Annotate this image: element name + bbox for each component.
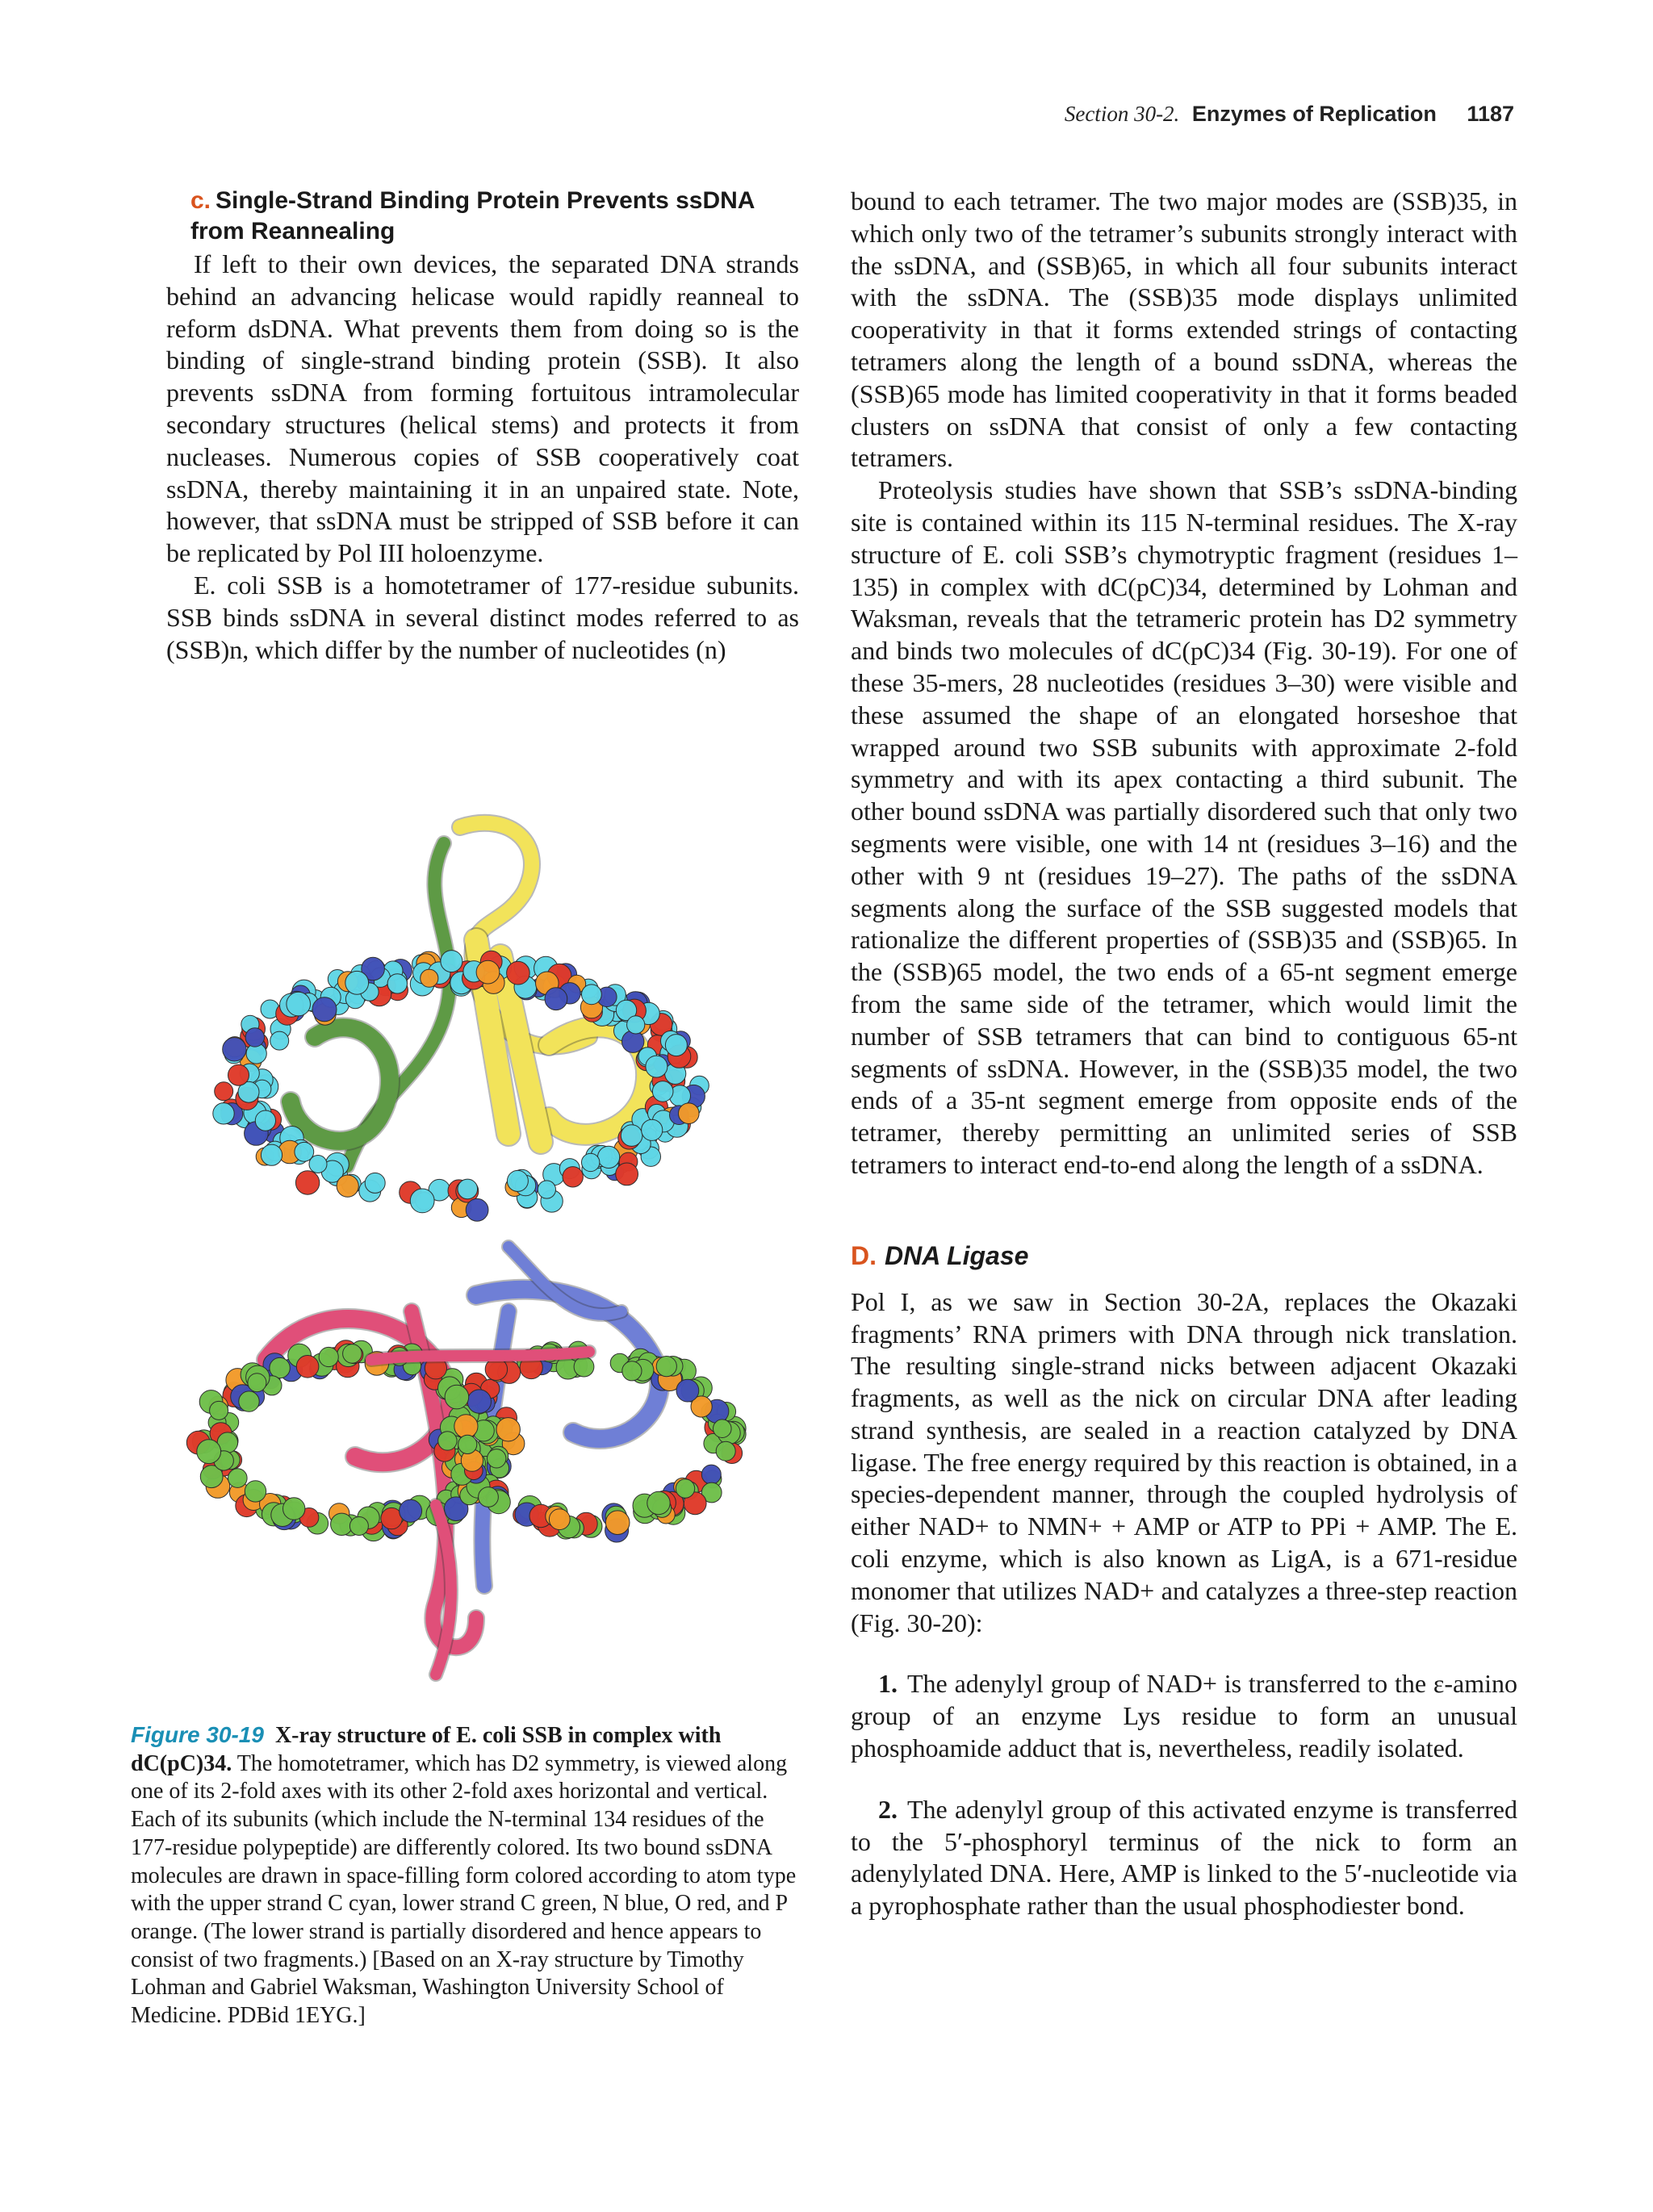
section-d-title: DNA Ligase xyxy=(885,1240,1029,1270)
lower-ssdna-atom xyxy=(343,1344,362,1364)
running-head-section-label: Section 30-2. xyxy=(1064,102,1180,126)
lower-ssdna-atom xyxy=(331,1513,353,1535)
ssb-paragraph-3: Proteolysis studies have shown that SSB’s ssDNA-binding site is contained within its 115 N-terminal residues. The X-ray structure of E. coli SSB’s chymotryptic fragment (residues 1–135) in complex with dC(pC)34, determined by Lohman and Waksman, reveals that the tetrameric protein has D2 symmetry and binds two molecules of dC(pC)34 (Fig. 30-19). For one of these 35-mers, 28 nucleotides (residues 3–30) were visible and these assumed the shape of an elongated horseshoe that wrapped around two SSB subunits with approximate 2-fold symmetry and with its apex contacting a third subunit. The other bound ssDNA was partially disordered such that only two segments were visible, one with 14 nt (residues 3–16) and the other with 9 nt (residues 19–27). The paths of the ssDNA segments along the surface of the SSB suggested models that rationalize the different properties of (SSB)35 and (SSB)65. In the (SSB)65 model, the two ends of a 65-nt segment emerge from the same side of the tetramer, which would limit the number of SSB tetramers that can bind to contiguous 65-nt segments of ssDNA. However, in the (SSB)35 model, the two ends of a 35-nt segment emerge from opposite ends of the tetramer, thereby permitting an unlimited series of SSB tetramers to interact end-to-end along the length of a ssDNA. xyxy=(851,475,1517,1179)
ligase-paragraph: Pol I, as we saw in Section 30-2A, replaces the Okazaki fragments’ RNA primers with DNA through nick translation. The resulting single-strand nicks between adjacent Okazaki fragments, as well as the nick on circular DNA after leading strand synthesis, are sealed in a reaction catalyzed by DNA ligase. The free energy required by this reaction is obtained, in a species-dependent manner, through the coupled hydrolysis of either NAD+ to NMN+ + AMP or ATP to PPi + AMP. The E. coli enzyme, which is also known as LigA, is a 671-residue monomer that utilizes NAD+ and catalyzes a three-step reaction (Fig. 30-20): xyxy=(851,1286,1517,1637)
upper-ssdna-atom xyxy=(642,1119,663,1140)
upper-ssdna-atom xyxy=(616,1163,638,1185)
section-d-heading xyxy=(851,1240,1517,1272)
upper-ssdna-atom xyxy=(476,960,500,984)
section-d-letter: D. xyxy=(851,1240,877,1270)
upper-ssdna-atom xyxy=(287,992,311,1016)
lower-ssdna-atom xyxy=(400,1499,422,1522)
figure-caption-title: X-ray structure of E. coli SSB in complex with dC(pC)34. xyxy=(131,1723,722,1776)
step-number: 1. xyxy=(878,1669,898,1699)
lower-ssdna-atom xyxy=(656,1357,676,1377)
upper-ssdna-atom xyxy=(387,974,407,993)
ssb-paragraph-2: E. coli SSB is a homotetramer of 177-residue subunits. SSB binds ssDNA in several distinct modes referred to as (SSB)n, which differ by the number of nucleotides (n) xyxy=(166,570,799,664)
upper-ssdna-atom xyxy=(337,1175,358,1197)
lower-ssdna-atom xyxy=(647,1491,670,1514)
lower-ssdna-atom xyxy=(605,1511,630,1535)
lower-ssdna-atom xyxy=(228,1469,248,1488)
figure-label: Figure 30-19 xyxy=(131,1722,264,1747)
upper-ssdna-atom xyxy=(627,1016,645,1034)
lower-ssdna-atom xyxy=(716,1441,735,1461)
lower-ssdna-atom xyxy=(622,1361,642,1381)
upper-ssdna-atom xyxy=(215,1082,233,1101)
upper-ssdna-atom xyxy=(652,1081,673,1102)
lower-ssdna-atom xyxy=(714,1420,732,1438)
upper-ssdna-atom xyxy=(345,971,369,994)
upper-ssdna-atom xyxy=(622,1031,644,1052)
lower-ssdna-atom xyxy=(245,1481,266,1502)
upper-ssdna-atom xyxy=(458,1179,478,1199)
step-text: The adenylyl group of NAD+ is transferred to the ε-amino group of an enzyme Lys residue to form an unusual phosphoamide adduct that is, nevertheless, readily isolated. xyxy=(851,1669,1517,1763)
subsection-c-letter: c. xyxy=(190,187,211,214)
subsection-c-heading xyxy=(190,186,799,247)
lower-ssdna-atom xyxy=(349,1517,368,1536)
upper-ssdna-atom xyxy=(223,1038,246,1061)
lower-ssdna-atom xyxy=(701,1465,721,1484)
lower-ssdna-atom xyxy=(549,1509,570,1530)
lower-ssdna-atom xyxy=(496,1418,520,1441)
upper-ssdna-atom xyxy=(665,1035,687,1056)
left-column xyxy=(166,186,799,666)
lower-ssdna-atom xyxy=(479,1487,499,1507)
upper-ssdna-atom xyxy=(255,1110,275,1131)
upper-ssdna-atom xyxy=(582,1153,600,1171)
upper-ssdna-atom xyxy=(245,1028,264,1047)
upper-ssdna-atom xyxy=(421,969,438,987)
upper-ssdna-atom xyxy=(410,1189,434,1213)
figure-30-19-image xyxy=(169,795,807,1707)
page-number: 1187 xyxy=(1467,102,1514,126)
upper-ssdna-atom xyxy=(545,988,567,1010)
figure-caption-text: The homotetramer, which has D2 symmetry, is viewed along one of its 2-fold axes with its other 2-fold axes horizontal and vertical. Each of its subunits (which include the N-terminal 134 residues of the 177-residue polypeptide) are differently colored. Its two bound ssDNA molecules are drawn in space-filling form colored according to atom type with the upper strand C cyan, lower strand C green, N blue, O red, and P orange. (The lower strand is partially disordered and hence appears to consist of two fragments.) [Based on an X-ray structure by Timothy Lohman and Gabriel Waksman, Washington University School of Medicine. PDBid 1EYG.] xyxy=(131,1750,797,2029)
lower-ssdna-atom xyxy=(676,1479,694,1498)
upper-ssdna-atom xyxy=(228,1064,249,1085)
ligase-step-2 xyxy=(851,1794,1517,1922)
lower-ssdna-atom xyxy=(239,1391,259,1411)
upper-ssdna-atom xyxy=(365,1173,385,1193)
upper-ssdna-atom xyxy=(295,1171,319,1194)
lower-ssdna-atom xyxy=(296,1356,319,1378)
ssb-paragraph-2-continued: bound to each tetramer. The two major modes are (SSB)35, in which only two of the tetramer’s subunits strongly interact with the ssDNA, and (SSB)65, in which all four subunits interact with the ssDNA. The (SSB)35 mode displays unlimited cooperativity in that it forms extended strings of contacting tetramers along the length of a bound ssDNA, whereas the (SSB)65 mode has limited cooperativity in that it forms beaded clusters on ssDNA that consist of only a few contacting tetramers. xyxy=(851,186,1517,473)
upper-ssdna-atom xyxy=(312,997,337,1022)
lower-ssdna-atom xyxy=(270,1357,290,1378)
subsection-c-title: Single-Strand Binding Protein Prevents ssDNA from Reannealing xyxy=(190,187,755,245)
step-number: 2. xyxy=(878,1794,898,1824)
running-head-section-title: Enzymes of Replication xyxy=(1191,102,1437,126)
upper-ssdna-atom xyxy=(507,961,530,985)
upper-ssdna-atom xyxy=(213,1103,234,1124)
upper-ssdna-atom xyxy=(295,1142,314,1161)
upper-ssdna-atom xyxy=(466,1198,488,1221)
upper-ssdna-atom xyxy=(507,1170,528,1191)
lower-ssdna-atom xyxy=(458,1435,477,1453)
ligase-steps-list xyxy=(851,1668,1517,1922)
upper-ssdna-atom xyxy=(270,1031,289,1050)
figure-caption xyxy=(131,1721,806,2030)
lower-ssdna-atom xyxy=(319,1347,338,1366)
upper-ssdna-atom xyxy=(598,1146,620,1168)
ligase-step-1 xyxy=(851,1668,1517,1764)
lower-ssdna-atom xyxy=(248,1374,266,1392)
lower-ssdna-atom xyxy=(676,1379,699,1402)
ssb-structure-illustration xyxy=(169,795,807,1707)
upper-ssdna-atom xyxy=(621,1125,642,1147)
green-subunit-ribbon xyxy=(291,1027,390,1141)
lower-ssdna-atom xyxy=(467,1390,491,1413)
lower-ssdna-atom xyxy=(197,1440,221,1464)
upper-ssdna-atom xyxy=(441,951,462,972)
ssb-paragraph-1: If left to their own devices, the separated DNA strands behind an advancing helicase would rapidly reanneal to reform dsDNA. What prevents them from doing so is the binding of single-strand binding protein (SSB). It also prevents ssDNA from forming fortuitous intramolecular secondary structures (helical stems) and protects it from nucleases. Numerous copies of SSB cooperatively coat ssDNA, thereby maintaining it in an unpaired state. Note, however, that ssDNA must be stripped of SSB before it can be replicated by Pol III holoenzyme. xyxy=(166,249,799,568)
upper-ssdna-atom xyxy=(261,1144,282,1165)
lower-ssdna-atom xyxy=(445,1385,469,1409)
pink-front-ribbon xyxy=(371,1352,589,1360)
lower-ssdna-atom xyxy=(283,1498,305,1520)
upper-ssdna-atom xyxy=(538,1181,555,1198)
lower-ssdna-atom xyxy=(210,1401,228,1420)
lower-ssdna-atom xyxy=(438,1432,457,1450)
upper-ssdna-atom xyxy=(646,1056,667,1077)
lower-ssdna-atom xyxy=(454,1415,478,1438)
right-column xyxy=(851,186,1517,1951)
lower-ssdna-atom xyxy=(488,1449,506,1468)
upper-ssdna-atom xyxy=(679,1103,700,1124)
upper-ssdna-atom xyxy=(563,1167,583,1187)
running-head xyxy=(1065,102,1514,127)
step-text: The adenylyl group of this activated enzyme is transferred to the 5′-phosphoryl terminus of the nick to form an adenylylated DNA. Here, AMP is linked to the 5′-nucleotide via a pyrophosphate rather than the usual phosphodiester bond. xyxy=(851,1794,1517,1921)
upper-ssdna-atom xyxy=(582,985,602,1005)
